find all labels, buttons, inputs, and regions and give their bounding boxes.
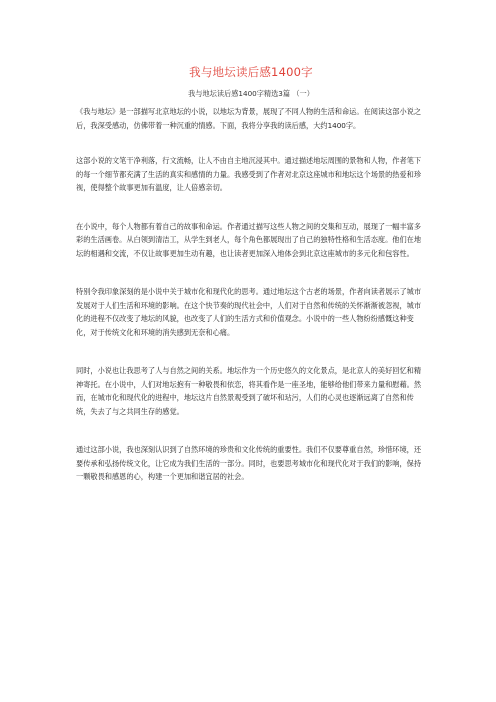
paragraph-4: 特别令我印象深刻的是小说中关于城市化和现代化的思考。通过地坛这个古老的场景，作者向读者展示了城市发展对于人们生活和环境的影响。在这个快节奏的现代社会中，人们对于自然和传统的关怀渐渐被忽视，城市化的进程不仅改变了地坛的风貌，也改变了人们的生活方式和价值观念。小说中的一些人物纷纷感慨这种变化，对于传统文化和环境的消失感到无奈和心痛。	[76, 287, 422, 337]
document-title: 我与地坛读后感1400字	[189, 65, 313, 79]
paragraph-5: 同时，小说也让我思考了人与自然之间的关系。地坛作为一个历史悠久的文化景点，是北京人的美好回忆和精神寄托。在小说中，人们对地坛抱有一种敬畏和依恋，将其看作是一座圣地，能够给他们带来力量和慰藉。然而，在城市化和现代化的进程中，地坛这片自然景观受到了破坏和玷污，人们的心灵也逐渐远离了自然和传统，失去了与之共同生存的感觉。	[76, 366, 422, 416]
paragraph-1: 《我与地坛》是一部描写北京地坛的小说，以地坛为背景，展现了不同人物的生活和命运。在阅读这部小说之后，我深受感动，仿佛带着一种沉重的情感。下面，我将分享我的读后感，大约1400字。	[76, 107, 422, 130]
paragraph-2: 这部小说的文笔干净利落，行文流畅，让人不由自主地沉浸其中。通过描述地坛周围的景物和人物，作者笔下的每一个细节都充满了生活的真实和感情的力量。我感受到了作者对北京这座城市和地坛这个场景的热爱和珍视，使得整个故事更加有温度，让人倍感亲切。	[76, 156, 422, 192]
paragraph-6: 通过这部小说，我也深刻认识到了自然环境的珍贵和文化传统的重要性。我们不仅要尊重自然，珍惜环境，还要传承和弘扬传统文化，让它成为我们生活的一部分。同时，也要思考城市化和现代化对于我们的影响，保持一颗敬畏和感恩的心，构建一个更加和谐宜居的社会。	[76, 445, 422, 481]
paragraph-3: 在小说中，每个人物都有着自己的故事和命运。作者通过描写这些人物之间的交集和互动，展现了一幅丰富多彩的生活画卷。从白领到清洁工，从学生到老人，每个角色都展现出了自己的独特性格和生活态度。他们在地坛的相遇和交流，不仅让故事更加生动有趣，也让读者更加深入地体会到北京这座城市的多元化和包容性。	[76, 221, 422, 258]
document-subtitle: 我与地坛读后感1400字精选3篇 （一）	[188, 89, 314, 98]
